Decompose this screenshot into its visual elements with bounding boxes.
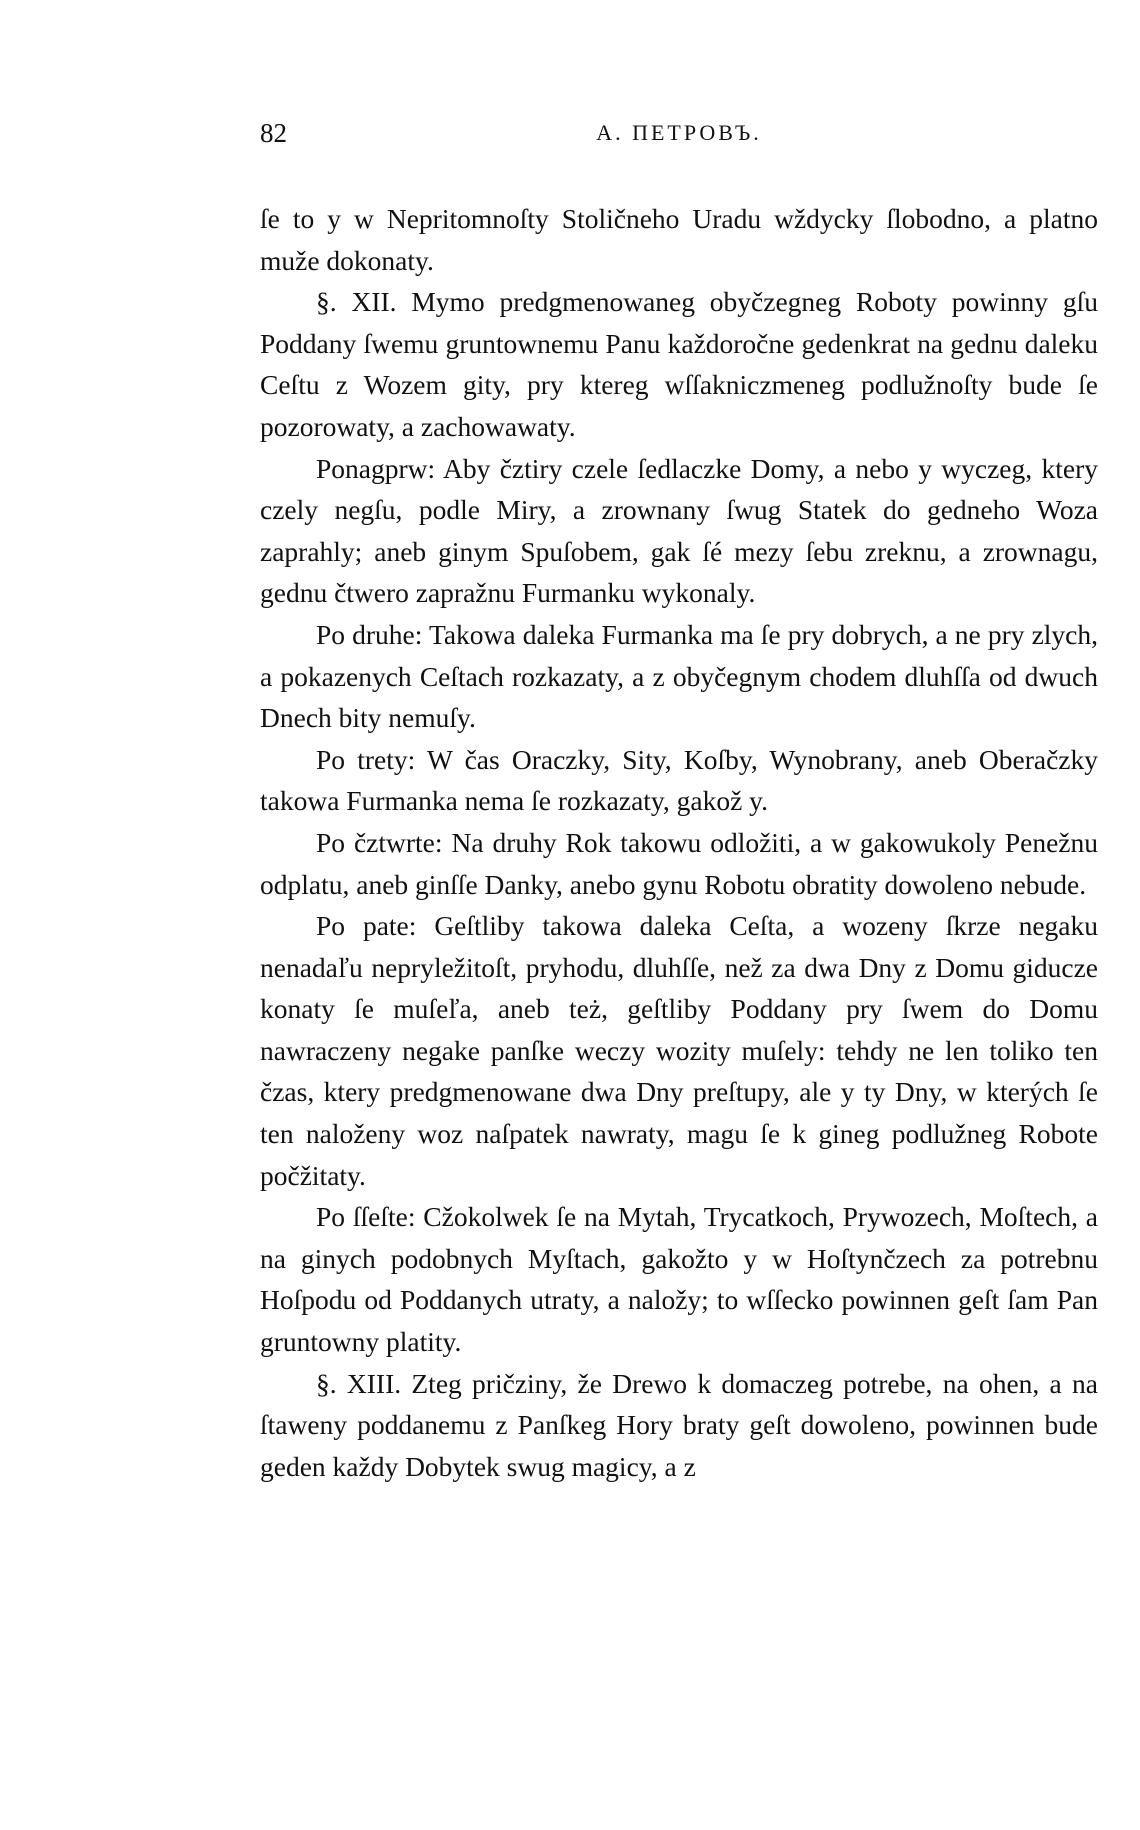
paragraph-fifth <box>260 905 1098 1196</box>
paragraph-lead: Ponagprw: <box>316 452 436 484</box>
paragraph-third <box>260 739 1098 822</box>
paragraph-text: Takowa daleka Furmanka ma ſe pry dobrych, a ne pry zlych, a pokazenych Ceſtach rozkazaty, a z obyčegnym chodem dluhſſa od dwuch Dnech bity nemuſy. <box>260 618 1098 734</box>
paragraph-text: W čas Oraczky, Sity, Koſby, Wynobrany, aneb Oberačzky takowa Furmanka nema ſe rozkazaty, gakož y. <box>260 743 1098 817</box>
paragraph-text: ſe to y w Nepritomnoſty Stoličneho Uradu wždycky ſlobodno, a platno muže dokonaty. <box>260 203 1098 276</box>
paragraph-second <box>260 614 1098 739</box>
running-head: А. ПЕТРОВЪ. <box>596 120 762 145</box>
paragraph-text: §. XIII. Zteg pričziny, že Drewo k domaczeg potrebe, na ohen, a na ſtaweny poddanemu z Panſkeg Hory braty geſt dowoleno, powinnen bude geden každy Dobytek swug magicy, a z <box>260 1367 1098 1482</box>
paragraph-lead: Po druhe: <box>316 618 423 650</box>
paragraph-lead: Po čztwrte: <box>316 826 443 858</box>
paragraph-sixth <box>260 1196 1098 1362</box>
paragraph-text: Na druhy Rok takowu odložiti, a w gakowukoly Penežnu odplatu, aneb ginſſe Danky, anebo gynu Robotu obratity dowoleno nebude. <box>260 826 1098 900</box>
paragraph-continuation <box>260 198 1098 281</box>
paragraph-lead: Po pate: <box>316 910 417 942</box>
page-header <box>260 118 1098 158</box>
paragraph-text: Geſtliby takowa daleka Ceſta, a wozeny ſkrze negaku nenadaľu nepryležitoſt, pryhodu, dluhſſe, než za dwa Dny z Domu giducze konaty ſe muſeľa, aneb też, geſtliby Poddany pry ſwem do Domu nawraczeny negake panſke weczy wozity muſely: tehdy ne len toliko ten čzas, ktery predgmenowane dwa Dny preſtupy, ale y ty Dny, w kterých ſe ten naloženy woz naſpatek nawraty, magu ſe k gineg podlužneg Robote počžitaty. <box>260 910 1098 1191</box>
paragraph-text: Cžokolwek ſe na Mytah, Trycatkoch, Prywozech, Moſtech, a na ginych podobnych Myſtach, gakožto y w Hoſtynčzech za potrebnu Hoſpodu od Poddanych utraty, a naložy; to wſſecko powinnen geſt ſam Pan gruntowny platity. <box>260 1201 1098 1358</box>
paragraph-section-xii <box>260 281 1098 447</box>
paragraph-fourth <box>260 822 1098 905</box>
paragraph-text: §. XII. Mymo predgmenowaneg obyčzegneg Roboty powinny gſu Poddany ſwemu gruntownemu Panu každoročne gedenkrat na gednu daleku Ceſtu z Wozem gity, pry ktereg wſſakniczmeneg podlužnoſty bude ſe pozorowaty, a zachowawaty. <box>260 286 1098 442</box>
paragraph-text: Aby čztiry czele ſedlaczke Domy, a nebo y wyczeg, ktery czely negſu, podle Miry, a zrownany ſwug Statek do gedneho Woza zaprahly; aneb ginym Spuſobem, gak ſé mezy ſebu zreknu, a zrownagu, gednu čtwero zapražnu Furmanku wykonaly. <box>260 452 1098 609</box>
paragraph-lead: Po ſſeſte: <box>316 1201 416 1233</box>
page-number: 82 <box>260 118 287 148</box>
paragraph-lead: Po trety: <box>316 743 416 775</box>
paragraph-first <box>260 448 1098 614</box>
paragraph-section-xiii <box>260 1363 1098 1488</box>
document-page <box>260 118 1098 1487</box>
body-text <box>260 198 1098 1487</box>
